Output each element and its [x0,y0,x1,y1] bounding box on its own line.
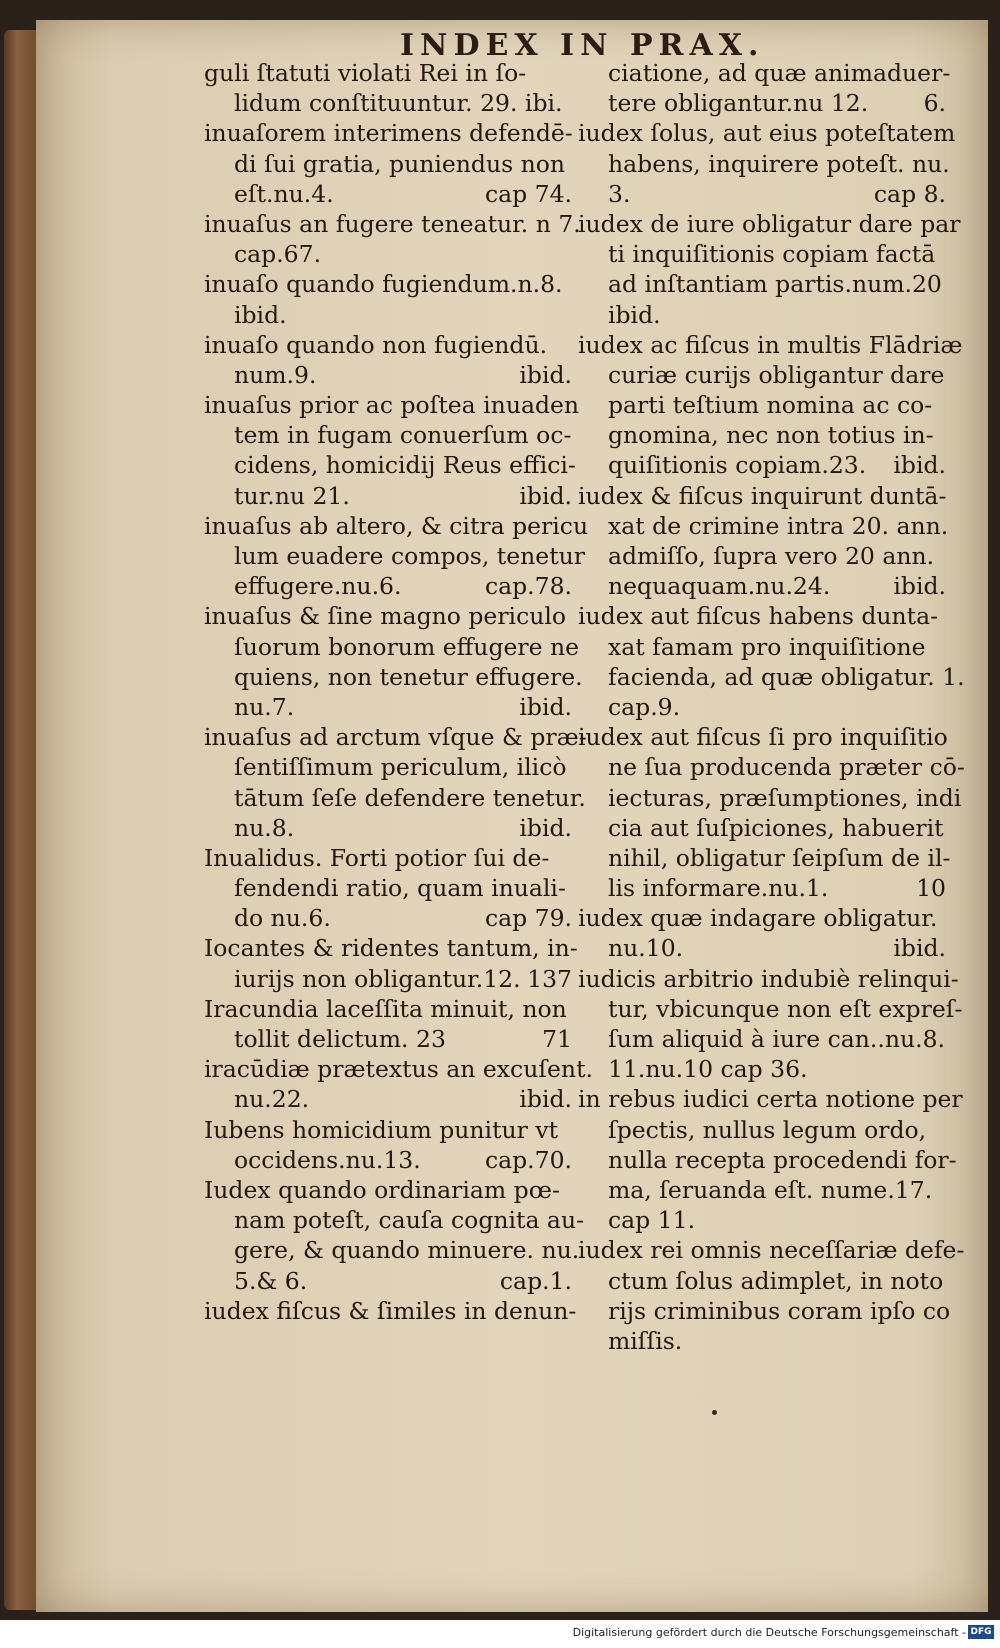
index-line [578,88,946,118]
index-line [204,752,572,782]
index-line [578,1115,946,1145]
index-line [578,752,965,782]
index-line [578,511,949,541]
index-line [578,239,946,269]
index-line [578,813,946,843]
index-entry-text: Iocantes & ridentes tantum, in- [204,934,578,963]
index-line [204,994,572,1024]
index-entry-reference: 137 [527,964,572,993]
index-entry-reference: cap.70. [484,1145,572,1174]
index-entry-reference: ibid. [519,481,572,510]
index-line [204,360,572,390]
index-entry-text: inuaſo quando fugiendum.n.8. [204,270,563,299]
index-line [204,933,578,963]
index-line [578,964,959,994]
index-entry-reference: ibid. [519,813,572,842]
index-entry-text: habens, inquirere poteſt. nu. [608,149,950,178]
index-entry-text: nihil, obligatur ſeipſum de il- [608,843,951,872]
index-line [578,420,946,450]
index-entry-text: Inualidus. Forti potior ſui de- [204,843,550,872]
index-line [204,239,572,269]
index-entry-text: inuaſus an fugere teneatur. n 7. [204,209,581,238]
index-line [578,149,950,179]
index-entry-text: lis informare.nu.1. [608,874,829,903]
index-entry-reference: cap 8. [873,179,946,208]
index-entry-text: 5.& 6. [234,1266,308,1295]
index-line [204,1205,585,1235]
index-entry-text: quiens, non tenetur effugere. [234,662,583,691]
index-line [204,903,572,933]
index-line [578,1054,946,1084]
index-line [204,450,576,480]
index-entry-text: Iubens homicidium punitur vt [204,1115,559,1144]
index-line [204,843,572,873]
index-entry-text: iudex quæ indagare obligatur. [578,904,938,933]
index-line [204,420,572,450]
index-entry-text: iudex fiſcus & ſimiles in denun- [204,1296,577,1325]
index-line [204,632,580,662]
index-line [204,1145,572,1175]
index-entry-text: iurijs non obligantur.12. [234,964,521,993]
index-line [578,933,946,963]
index-entry-text: gnomina, nec non totius in- [608,421,934,450]
ink-spot [712,1410,717,1415]
index-entry-text: in rebus iudici certa notione per [578,1085,963,1114]
index-line [204,601,572,631]
index-entry-reference: 10 [916,874,946,903]
index-line [578,390,946,420]
index-entry-text: nu.8. [234,813,295,842]
index-entry-text: ciatione, ad quæ animaduer- [608,59,951,87]
index-line [204,330,572,360]
index-line [578,1296,951,1326]
index-entry-text: iudex aut fiſcus ſi pro inquiſitio [578,723,948,752]
index-line [578,179,946,209]
index-entry-reference: 71 [542,1025,572,1053]
index-entry-reference: ibid. [893,451,946,480]
index-entry-text: ad inſtantiam partis.num.20 [608,270,942,299]
index-line [204,511,589,541]
index-line [578,118,956,148]
index-entry-text: lidum conſtituuntur. 29. ibi. [234,89,563,118]
index-entry-text: cap.9. [608,692,681,721]
index-line [578,1024,946,1054]
index-line [204,179,572,209]
index-entry-text: rijs criminibus coram ipſo co [608,1296,951,1325]
index-line [578,541,946,571]
index-entry-text: 11.nu.10 cap 36. [608,1055,808,1084]
index-entry-text: inuaſorem interimens defendē- [204,119,573,148]
index-line [578,360,946,390]
index-entry-text: nu.10. [608,934,684,963]
index-entry-text: Iracundia laceſſita minuit, non [204,994,567,1023]
index-entry-text: gere, & quando minuere. nu. [234,1236,580,1265]
index-entry-text: lum euadere compos, tenetur [234,542,586,570]
index-entry-text: iudicis arbitrio indubiè relinqui- [578,964,959,993]
index-entry-text: xat de crimine intra 20. ann. [608,511,949,540]
index-entry-text: cap 11. [608,1206,696,1235]
index-line [204,300,572,330]
index-entry-text: facienda, ad quæ obligatur. 1. [608,662,965,691]
index-entry-text: iudex & fiſcus inquirunt duntā- [578,481,947,510]
index-line [578,783,962,813]
index-line [578,843,951,873]
index-line [204,662,583,692]
index-entry-reference: 6. [923,89,946,118]
index-entry-text: fendendi ratio, quam inuali- [234,874,566,903]
index-entry-reference: cap.1. [499,1266,572,1295]
index-line [578,1205,946,1235]
index-entry-text: nulla recepta procedendi for- [608,1145,957,1174]
index-entry-text: cap.67. [234,240,322,269]
index-line [578,692,946,722]
index-entry-text: parti teſtium nomina ac co- [608,391,933,420]
index-line [578,994,963,1024]
index-entry-text: ne ſua producenda præter cō- [608,753,965,782]
index-entry-text: Iudex quando ordinariam pœ- [204,1175,560,1204]
index-line [204,1266,572,1296]
index-line [204,1115,572,1145]
index-entry-text: iudex de iure obligatur dare par [578,209,961,238]
index-entry-text: iracūdiæ prætextus an excuſent. [204,1055,593,1084]
index-line [204,964,572,994]
index-entry-reference: cap.78. [484,572,572,601]
index-entry-text: nam poteſt, cauſa cognita au- [234,1206,585,1235]
digitization-footer [0,1620,1000,1648]
index-entry-text: tem in fugam conuerſum oc- [234,421,572,450]
index-entry-text: 3. [608,179,631,208]
index-entry-text: inuaſo quando non fugiendū. [204,330,548,359]
index-entry-text: di ſui gratia, puniendus non [234,149,566,178]
index-entry-text: admiſſo, ſupra vero 20 ann. [608,542,935,570]
dfg-logo: DFG [968,1625,994,1639]
index-line [204,58,572,88]
index-entry-text: ſum aliquid à iure can..nu.8. [608,1025,945,1053]
index-line [204,88,572,118]
index-entry-text: inuaſus & ſine magno periculo [204,602,567,631]
index-entry-text: tur, vbicunque non eſt expreſ- [608,994,963,1023]
index-line [204,1054,593,1084]
index-entry-text: ſuorum bonorum effugere ne [234,632,580,661]
index-entry-text: quiſitionis copiam.23. [608,451,867,480]
index-line [578,722,946,752]
index-line [204,783,586,813]
index-line [578,662,965,692]
index-line [204,149,572,179]
index-entry-text: miſſis. [608,1326,683,1355]
index-entry-reference: ibid. [519,360,572,389]
index-line [578,209,961,239]
index-entry-text: tur.nu 21. [234,481,350,510]
book-spine [4,30,38,1610]
index-line [578,1266,946,1296]
index-entry-text: xat famam pro inquiſitione [608,632,926,661]
index-line [578,601,946,631]
index-entry-text: tātum ſeſe defendere tenetur. [234,783,586,812]
index-entry-text: ctum ſolus adimplet, in noto [608,1266,944,1295]
index-line [578,1084,963,1114]
index-line [204,813,572,843]
index-entry-reference: ibid. [893,572,946,601]
index-line [578,1326,946,1356]
index-entry-text: guli ſtatuti violati Rei in ſo- [204,59,527,87]
index-entry-text: num.9. [234,360,317,389]
index-entry-text: ibid. [234,300,287,329]
index-entry-text: eſt.nu.4. [234,179,334,208]
left-column [204,58,593,1326]
index-entry-text: ti inquiſitionis copiam factā [608,240,936,269]
index-entry-text: inuaſus ad arctum vſque & præ- [204,723,587,752]
index-line [204,269,572,299]
index-entry-text: nu.7. [234,692,295,721]
running-head: INDEX IN PRAX. [400,28,765,63]
index-entry-text: inuaſus prior ac poſtea inuaden [204,391,580,420]
index-line [204,209,581,239]
footer-credit: Digitalisierung gefördert durch die Deutsche Forschungsgemeinschaft - [572,1626,966,1639]
index-entry-reference: cap 79. [484,904,572,933]
index-line [204,541,586,571]
index-line [204,481,572,511]
index-line [578,1235,965,1265]
index-line [204,1235,580,1265]
index-entry-text: ſentiſſimum periculum, ilicò [234,753,567,782]
index-line [204,873,572,903]
index-entry-text: effugere.nu.6. [234,572,402,601]
right-column [578,58,965,1356]
index-entry-text: cidens, homicidij Reus effici- [234,451,576,480]
index-entry-text: iudex ſolus, aut eius poteſtatem [578,119,956,148]
index-line [578,330,963,360]
index-entry-text: iudex ac fiſcus in multis Flādriæ [578,330,963,359]
index-entry-text: tere obligantur.nu 12. [608,89,869,118]
index-line [204,692,572,722]
index-entry-reference: ibid. [519,692,572,721]
index-entry-text: ma, ſeruanda eſt. nume.17. [608,1175,933,1204]
index-line [204,1296,577,1326]
index-line [204,1024,572,1054]
index-line [204,1084,572,1114]
index-line [578,58,951,88]
index-line [204,390,580,420]
index-entry-text: iudex rei omnis neceſſariæ defe- [578,1236,965,1265]
index-entry-text: curiæ curijs obligantur dare [608,360,945,389]
index-line [204,571,572,601]
index-entry-text: do nu.6. [234,904,331,933]
index-line [578,300,946,330]
index-line [578,1145,957,1175]
index-entry-text: inuaſus ab altero, & citra pericu [204,511,589,540]
index-entry-text: iudex aut fiſcus habens dunta- [578,602,939,631]
index-entry-text: nequaquam.nu.24. [608,572,831,601]
index-line [578,269,946,299]
index-line [578,903,946,933]
index-line [578,450,946,480]
index-line [204,118,572,148]
index-line [578,571,946,601]
index-entry-text: occidens.nu.13. [234,1145,421,1174]
index-line [578,632,946,662]
index-entry-text: ibid. [608,300,661,329]
index-line [204,722,587,752]
index-entry-text: tollit delictum. 23 [234,1025,446,1053]
index-entry-text: ſpectis, nullus legum ordo, [608,1115,927,1144]
index-line [578,481,946,511]
index-entry-text: cia aut ſuſpiciones, habuerit [608,813,944,842]
index-entry-reference: ibid. [893,934,946,963]
index-entry-text: iecturas, præſumptiones, indi [608,783,962,812]
index-entry-reference: cap 74. [484,179,572,208]
index-line [578,1175,946,1205]
index-entry-reference: ibid. [519,1085,572,1114]
index-line [578,873,946,903]
index-entry-text: nu.22. [234,1085,310,1114]
index-line [204,1175,572,1205]
